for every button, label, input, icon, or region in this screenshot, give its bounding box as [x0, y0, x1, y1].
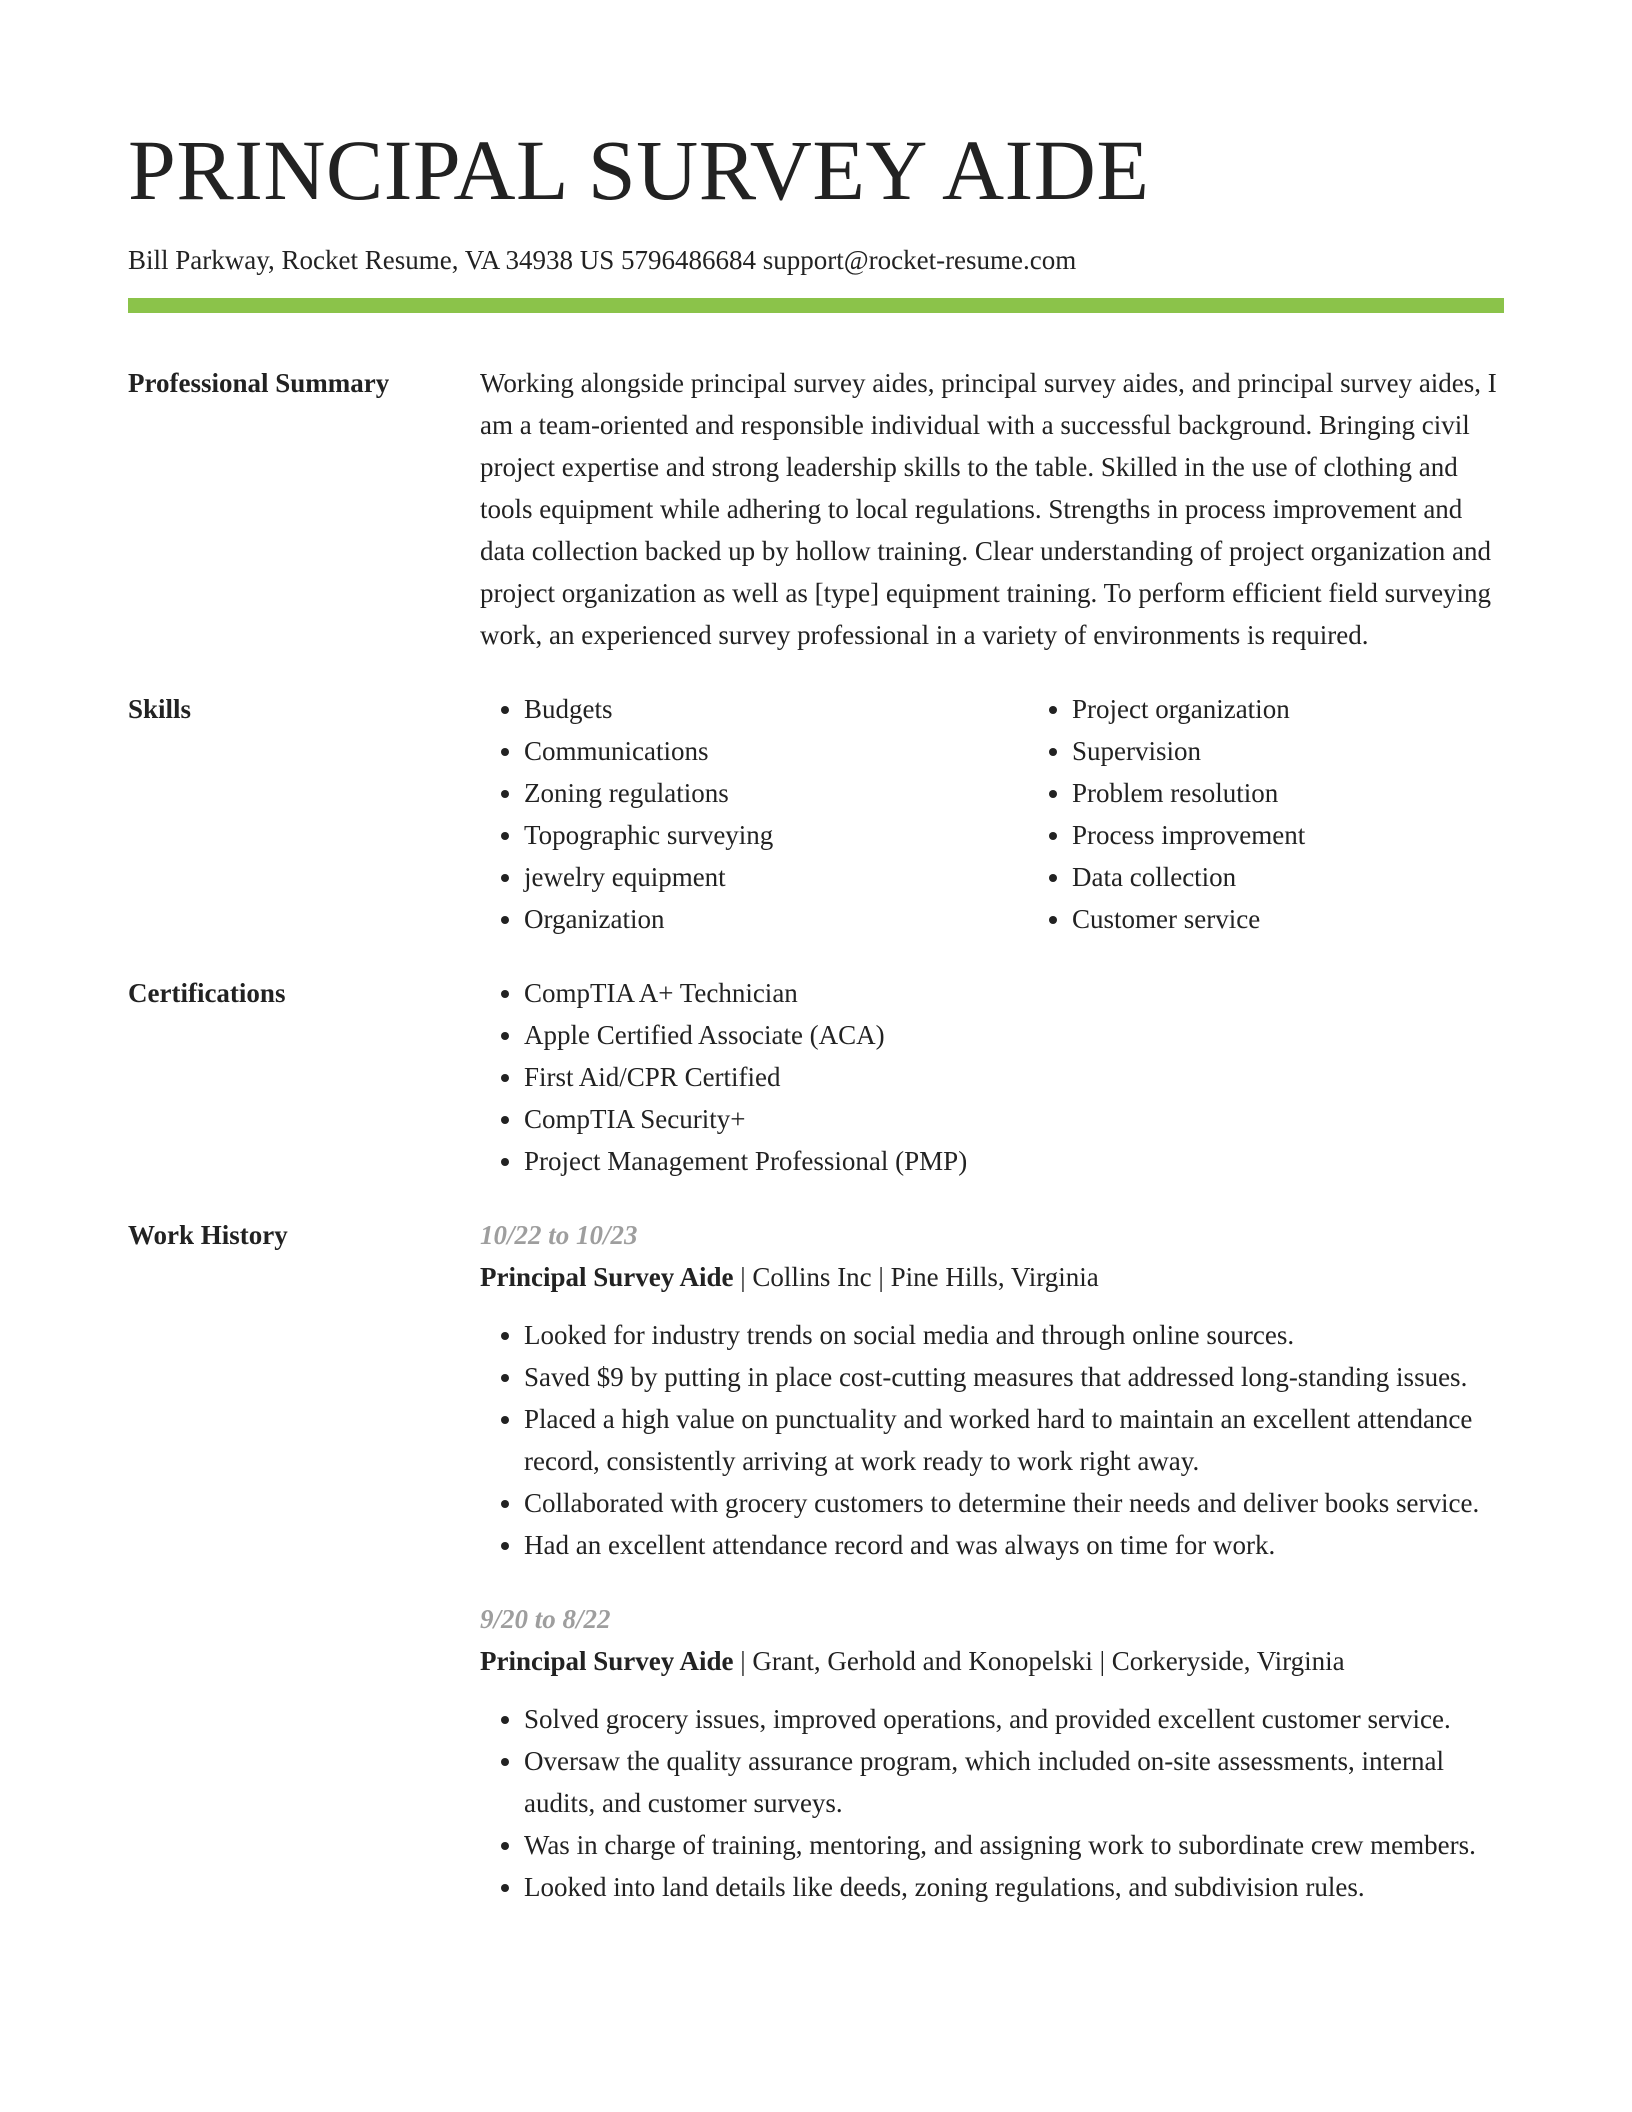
job-heading: [480, 1640, 1504, 1682]
accent-divider: [128, 298, 1504, 313]
job-heading: [480, 1256, 1504, 1298]
job-bullet: • Oversaw the quality assurance program, which included on-site assessments, internal audits, and customer surveys.: [524, 1740, 1504, 1824]
skill-item: • Organization: [524, 898, 1028, 940]
certifications-section: [128, 972, 1504, 1182]
certification-item: • Apple Certified Associate (ACA): [524, 1014, 1504, 1056]
section-heading-skills: Skills: [128, 694, 192, 724]
job-bullets: [480, 1698, 1504, 1908]
skills-list-right: [1028, 688, 1576, 940]
resume-title: PRINCIPAL SURVEY AIDE: [128, 122, 1150, 218]
job-title: Principal Survey Aide: [480, 1262, 734, 1292]
job-dates: 9/20 to 8/22: [480, 1604, 611, 1634]
certification-item: • CompTIA Security+: [524, 1098, 1504, 1140]
contact-line: Bill Parkway, Rocket Resume, VA 34938 US 5796486684 support@rocket-resume.com: [128, 245, 1077, 275]
resume-page: [128, 0, 1504, 1908]
job-bullet: • Looked for industry trends on social media and through online sources.: [524, 1314, 1504, 1356]
work-history-section: [128, 1214, 1504, 1908]
job-bullet: • Solved grocery issues, improved operations, and provided excellent customer service.: [524, 1698, 1504, 1740]
job-bullet: • Saved $9 by putting in place cost-cutting measures that addressed long-standing issues.: [524, 1356, 1504, 1398]
job-bullet: • Looked into land details like deeds, zoning regulations, and subdivision rules.: [524, 1866, 1504, 1908]
certification-item: • CompTIA A+ Technician: [524, 972, 1504, 1014]
job-title: Principal Survey Aide: [480, 1646, 734, 1676]
skill-item: • jewelry equipment: [524, 856, 1028, 898]
skill-item: • Project organization: [1072, 688, 1576, 730]
job-details: | Grant, Gerhold and Konopelski | Corkeryside, Virginia: [733, 1646, 1345, 1676]
job-bullets: [480, 1314, 1504, 1566]
job-bullet: • Collaborated with grocery customers to determine their needs and deliver books service.: [524, 1482, 1504, 1524]
skill-item: • Zoning regulations: [524, 772, 1028, 814]
job-entry: [480, 1598, 1504, 1908]
job-details: | Collins Inc | Pine Hills, Virginia: [733, 1262, 1099, 1292]
skill-item: • Problem resolution: [1072, 772, 1576, 814]
skill-item: • Communications: [524, 730, 1028, 772]
section-heading-summary: Professional Summary: [128, 368, 390, 398]
skill-item: • Supervision: [1072, 730, 1576, 772]
job-bullet: • Had an excellent attendance record and was always on time for work.: [524, 1524, 1504, 1566]
job-bullet: • Was in charge of training, mentoring, and assigning work to subordinate crew members.: [524, 1824, 1504, 1866]
skills-list-left: [480, 688, 1028, 940]
skill-item: • Data collection: [1072, 856, 1576, 898]
certification-item: • Project Management Professional (PMP): [524, 1140, 1504, 1182]
certifications-list: [480, 972, 1504, 1182]
summary-text: Working alongside principal survey aides, principal survey aides, and principal survey aides, I am a team-oriented and responsible individual with a successful background. Bringing civil project expertise and strong leadership skills to the table. Skilled in the use of clothing and tools equipment while adhering to local regulations. Strengths in process improvement and data collection backed up by hollow training. Clear understanding of project organization and project organization as well as [type] equipment training. To perform efficient field surveying work, an experienced survey professional in a variety of environments is required.: [480, 368, 1497, 650]
skill-item: • Customer service: [1072, 898, 1576, 940]
job-bullet: • Placed a high value on punctuality and worked hard to maintain an excellent attendance record, consistently arriving at work ready to work right away.: [524, 1398, 1504, 1482]
section-heading-certifications: Certifications: [128, 978, 286, 1008]
job-entry: [480, 1214, 1504, 1566]
skill-item: • Topographic surveying: [524, 814, 1028, 856]
job-dates: 10/22 to 10/23: [480, 1220, 638, 1250]
certification-item: • First Aid/CPR Certified: [524, 1056, 1504, 1098]
section-heading-work-history: Work History: [128, 1220, 288, 1250]
skill-item: • Process improvement: [1072, 814, 1576, 856]
summary-section: [128, 362, 1504, 656]
skill-item: • Budgets: [524, 688, 1028, 730]
skills-section: [128, 688, 1504, 940]
